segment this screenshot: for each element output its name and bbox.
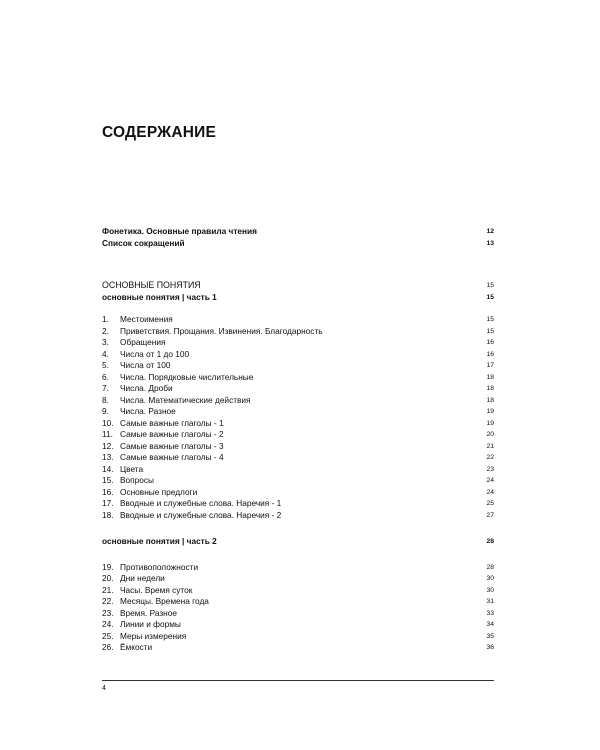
toc-entry-page: 16 (486, 339, 494, 346)
toc-entry[interactable] (102, 487, 494, 499)
toc-entry-number: 22. (102, 596, 114, 606)
toc-entry-label: Вводные и служебные слова. Наречия - 1 (120, 498, 282, 508)
toc-part1-list (102, 314, 494, 521)
toc-entry-label: Месяцы. Времена года (120, 596, 209, 606)
toc-entry-number: 14. (102, 463, 114, 474)
toc-entry-number: 21. (102, 584, 114, 595)
toc-entry-label: Ёмкости (120, 642, 153, 652)
toc-entry-page: 22 (486, 454, 494, 461)
toc-entry[interactable] (102, 464, 494, 476)
toc-entry[interactable] (102, 337, 494, 349)
toc-entry-number: 20. (102, 573, 114, 583)
toc-entry[interactable] (102, 585, 494, 597)
toc-entry-number: 7. (102, 383, 109, 393)
toc-entry-label: Местоимения (120, 314, 173, 324)
toc-entry[interactable] (102, 314, 494, 326)
toc-entry-number: 3. (102, 337, 109, 347)
toc-entry-phonetics[interactable] (102, 226, 494, 238)
toc-part-heading-1[interactable] (102, 292, 494, 304)
toc-entry-page: 12 (486, 228, 494, 235)
toc-entry-page: 18 (486, 396, 494, 404)
toc-entry-label: Дни недели (120, 573, 165, 583)
toc-entry-page: 19 (486, 419, 494, 427)
toc-entry-number: 18. (102, 509, 114, 520)
toc-entry-label: Числа от 1 до 100 (120, 348, 190, 359)
toc-section-heading[interactable] (102, 280, 494, 292)
toc-entry[interactable] (102, 452, 494, 464)
toc-entry-page: 30 (486, 586, 494, 594)
toc-entry-number: 17. (102, 498, 114, 508)
toc-entry-label: Вопросы (120, 475, 154, 485)
toc-entry-label: Числа. Порядковые числительные (120, 371, 254, 382)
toc-entry-page: 36 (486, 644, 494, 651)
toc-entry-page: 25 (486, 500, 494, 507)
footer-page-number: 4 (102, 685, 106, 692)
toc-entry-page: 27 (486, 511, 494, 519)
toc-entry[interactable] (102, 475, 494, 487)
toc-entry[interactable] (102, 441, 494, 453)
toc-entry-label: Часы. Время суток (120, 584, 193, 595)
toc-part-title: основные понятия | часть 1 (102, 291, 217, 302)
toc-entry[interactable] (102, 349, 494, 361)
toc-entry-label: Самые важные глаголы - 1 (120, 417, 224, 428)
toc-entry-number: 15. (102, 475, 114, 485)
toc-entry-label: Обращения (120, 337, 166, 347)
toc-part2-list (102, 562, 494, 654)
toc-entry-label: Числа. Разное (120, 406, 176, 416)
toc-entry-number: 19. (102, 561, 114, 572)
toc-entry[interactable] (102, 596, 494, 608)
toc-entry-label: Линии и формы (120, 619, 181, 629)
toc-entry[interactable] (102, 395, 494, 407)
toc-intro-block (102, 226, 494, 249)
toc-entry[interactable] (102, 498, 494, 510)
toc-entry-page: 18 (486, 373, 494, 381)
toc-entry-number: 23. (102, 607, 114, 618)
toc-entry[interactable] (102, 562, 494, 574)
toc-entry-page: 34 (486, 621, 494, 628)
toc-entry-number: 11. (102, 429, 113, 439)
toc-entry-page: 15 (486, 327, 494, 335)
toc-entry-number: 16. (102, 486, 114, 497)
toc-entry-label: Противоположности (120, 561, 199, 572)
toc-entry[interactable] (102, 429, 494, 441)
toc-entry-page: 15 (486, 316, 494, 323)
toc-entry-number: 1. (102, 314, 109, 324)
toc-entry[interactable] (102, 383, 494, 395)
toc-entry-page: 13 (486, 239, 494, 247)
toc-entry[interactable] (102, 510, 494, 522)
toc-entry-page: 15 (486, 293, 494, 301)
toc-entry[interactable] (102, 372, 494, 384)
toc-entry-label: Меры измерения (120, 630, 187, 641)
toc-entry[interactable] (102, 642, 494, 654)
toc-entry-page: 24 (486, 488, 494, 496)
toc-entry-page: 17 (486, 362, 494, 369)
toc-entry-label: Числа. Дроби (120, 383, 173, 393)
toc-entry[interactable] (102, 326, 494, 338)
toc-entry-number: 2. (102, 325, 109, 336)
toc-entry-number: 26. (102, 642, 114, 652)
toc-entry-page: 20 (486, 431, 494, 438)
toc-part1-block (102, 280, 494, 521)
toc-entry-number: 9. (102, 406, 109, 416)
toc-entry[interactable] (102, 631, 494, 643)
footer-divider (102, 680, 494, 681)
toc-entry-page: 35 (486, 632, 494, 640)
toc-entry-number: 12. (102, 440, 114, 451)
toc-entry-abbreviations[interactable] (102, 238, 494, 250)
toc-entry-label: Самые важные глаголы - 4 (120, 452, 224, 462)
page-title: СОДЕРЖАНИЕ (102, 124, 217, 141)
toc-entry-number: 13. (102, 452, 114, 462)
toc-entry-number: 24. (102, 619, 114, 629)
toc-entry-page: 28 (486, 563, 494, 571)
toc-entry-number: 10. (102, 417, 114, 428)
toc-entry-label: Фонетика. Основные правила чтения (102, 226, 258, 236)
toc-entry-number: 5. (102, 360, 109, 370)
toc-entry-label: Самые важные глаголы - 3 (120, 440, 224, 451)
toc-entry-page: 24 (486, 477, 494, 484)
toc-entry-page: 28 (486, 538, 494, 545)
toc-entry-label: Числа от 100 (120, 360, 171, 370)
toc-entry-label: Основные предлоги (120, 486, 198, 497)
toc-entry[interactable] (102, 418, 494, 430)
toc-entry[interactable] (102, 360, 494, 372)
toc-entry-label: Приветствия. Прощания. Извинения. Благодарность (120, 325, 323, 336)
toc-entry[interactable] (102, 573, 494, 585)
toc-entry[interactable] (102, 619, 494, 631)
toc-part-heading-2[interactable] (102, 536, 494, 548)
toc-entry-label: Время. Разное (120, 607, 177, 618)
toc-entry-number: 4. (102, 348, 109, 359)
toc-entry-label: Цвета (120, 463, 144, 474)
toc-entry-page: 19 (486, 408, 494, 415)
toc-section-title: ОСНОВНЫЕ ПОНЯТИЯ (102, 280, 201, 290)
toc-entry-page: 15 (486, 282, 494, 289)
toc-part2-block (102, 536, 494, 654)
toc-entry-number: 25. (102, 630, 114, 641)
toc-entry-number: 8. (102, 394, 109, 405)
toc-entry-label: Вводные и служебные слова. Наречия - 2 (120, 509, 282, 520)
toc-entry[interactable] (102, 608, 494, 620)
toc-part-title: основные понятия | часть 2 (102, 536, 217, 546)
toc-entry-page: 31 (486, 598, 494, 605)
toc-entry[interactable] (102, 406, 494, 418)
toc-entry-page: 23 (486, 465, 494, 473)
toc-entry-page: 21 (486, 442, 494, 450)
toc-entry-page: 16 (486, 350, 494, 358)
toc-entry-label: Список сокращений (102, 237, 185, 248)
toc-entry-page: 33 (486, 609, 494, 617)
toc-entry-label: Самые важные глаголы - 2 (120, 429, 224, 439)
toc-entry-label: Числа. Математические действия (120, 394, 251, 405)
toc-entry-page: 30 (486, 575, 494, 582)
toc-entry-page: 18 (486, 385, 494, 392)
toc-entry-number: 6. (102, 371, 109, 382)
